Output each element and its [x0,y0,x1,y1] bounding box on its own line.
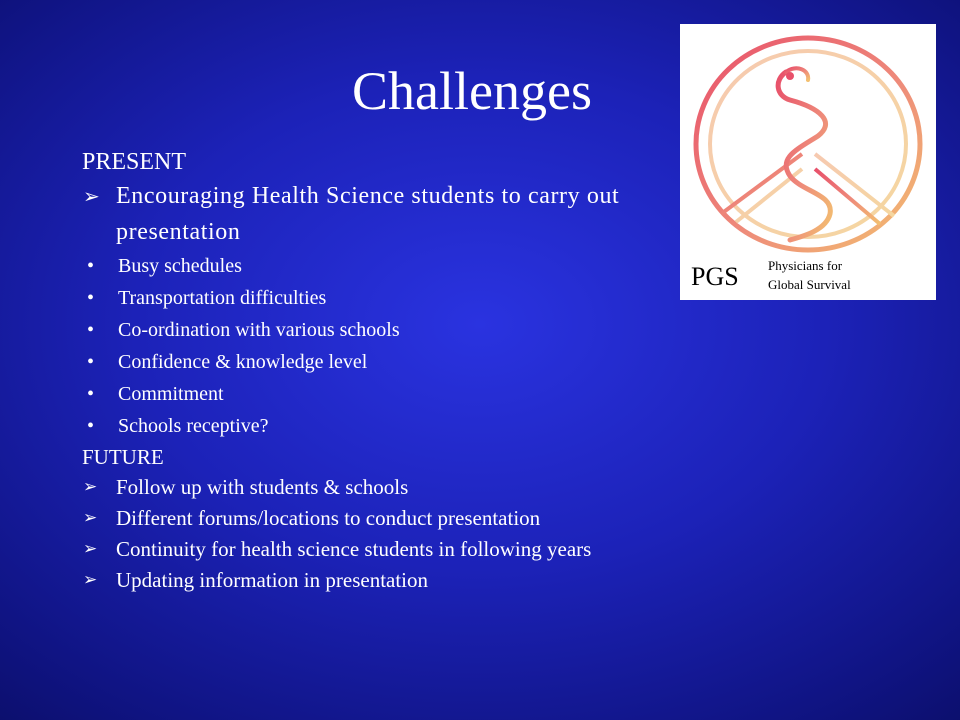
arrow-bullet-icon: ➢ [83,570,98,590]
present-main-item [82,178,676,250]
list-item [82,314,762,346]
arrow-bullet-icon: ➢ [83,184,101,208]
pgs-logo [680,24,936,300]
list-item [82,282,762,314]
logo-organization-name [768,256,851,294]
logo-name-line-1: Physicians for [768,258,843,273]
list-item [82,472,762,503]
list-item [82,410,762,442]
arrow-bullet-icon: ➢ [83,539,98,559]
dot-bullet-icon: • [87,351,95,373]
slide-content [82,146,762,596]
list-item [82,503,762,534]
list-item [82,565,762,596]
dot-bullet-icon: • [87,319,95,341]
list-item [82,378,762,410]
list-item-text: Updating information in presentation [116,568,429,592]
list-item-text: Follow up with students & schools [116,475,409,499]
list-item-text: Different forums/locations to conduct presentation [116,506,541,530]
list-item-text: Co-ordination with various schools [118,319,400,341]
dot-bullet-icon: • [87,383,95,405]
logo-abbreviation: PGS [691,262,739,291]
list-item-text: Confidence & knowledge level [118,351,368,373]
present-heading: PRESENT [82,149,187,175]
present-bullet-list [82,250,762,442]
logo-name-line-2: Global Survival [768,277,851,292]
list-item [82,250,762,282]
list-item [82,346,762,378]
list-item [82,534,762,565]
list-item-text: Commitment [118,383,224,405]
slide-title: Challenges [352,61,592,121]
dot-bullet-icon: • [87,415,95,437]
arrow-bullet-icon: ➢ [83,508,98,528]
arrow-bullet-icon: ➢ [83,477,98,497]
list-item-text: Continuity for health science students in following years [116,537,592,561]
future-heading: FUTURE [82,445,164,469]
list-item-text: Busy schedules [118,255,242,277]
list-item-text: Schools receptive? [118,415,269,437]
list-item-text: Transportation difficulties [118,287,327,309]
present-main-item-text: Encouraging Health Science students to carry out presentation [116,183,620,245]
dot-bullet-icon: • [87,287,95,309]
future-list [82,472,762,596]
peace-sign-caduceus-icon [686,30,930,258]
dot-bullet-icon: • [87,255,95,277]
